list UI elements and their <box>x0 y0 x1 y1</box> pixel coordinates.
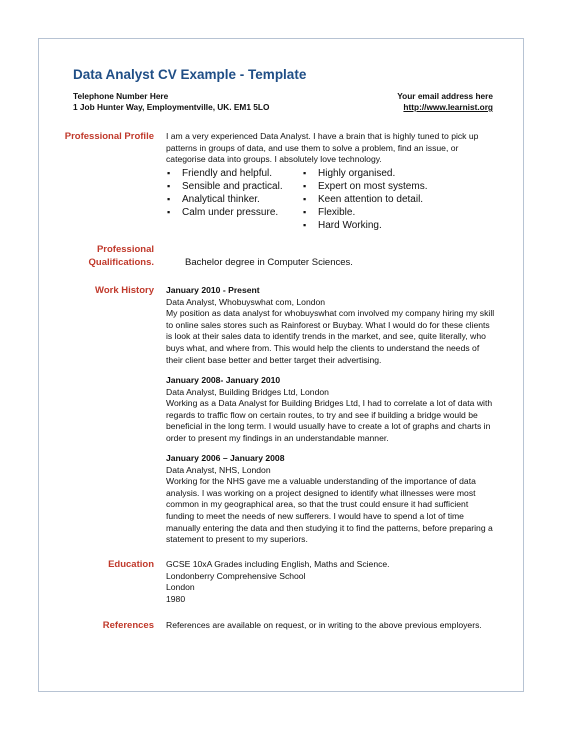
qualification-text: Bachelor degree in Computer Sciences. <box>185 257 353 268</box>
contact-right <box>397 91 493 113</box>
job-dates: January 2008- January 2010 <box>166 375 281 385</box>
bullets-right <box>303 167 427 232</box>
bullet-icon: ▪ <box>303 194 307 204</box>
bullet-item: ▪ Highly organised. <box>303 168 396 179</box>
bullet-item: ▪ Expert on most systems. <box>303 181 428 192</box>
bullet-icon: ▪ <box>167 181 171 191</box>
bullet-icon: ▪ <box>303 207 307 217</box>
section-label-references: References <box>102 620 154 631</box>
bullet-icon: ▪ <box>303 181 307 191</box>
bullet-item: ▪ Calm under pressure. <box>167 207 279 218</box>
bullet-icon: ▪ <box>303 220 307 230</box>
email: Your email address here <box>397 91 493 101</box>
bullet-icon: ▪ <box>167 194 171 204</box>
bullet-item: ▪ Friendly and helpful. <box>167 168 273 179</box>
job-entry <box>166 453 496 546</box>
section-label-work: Work History <box>95 285 154 296</box>
phone: Telephone Number Here <box>73 91 169 101</box>
contact-left <box>73 91 269 113</box>
bullet-icon: ▪ <box>303 168 307 178</box>
bullet-item: ▪ Hard Working. <box>303 220 382 231</box>
section-label-qualifications: Professional Qualifications. <box>88 244 154 268</box>
section-label-profile: Professional Profile <box>64 131 154 142</box>
address: 1 Job Hunter Way, Employmentville, UK. EM1 5LO <box>73 102 270 112</box>
education-line: 1980 <box>166 593 186 604</box>
cv-title: Data Analyst CV Example - Template <box>73 67 307 82</box>
job-description: My position as data analyst for whobuyswhat com involved my company hiring my skill to online sales stores such as Rainforest or Buybay. What I would do for these clients is look at their sales data to identify trends in the market, and see, quite literally, who buys what, and where from. This would help the clients to understand the needs of their client base better and better target their advertising. <box>166 308 495 365</box>
job-role: Data Analyst, NHS, London <box>166 464 271 475</box>
education-line: GCSE 10xA Grades including English, Maths and Science. <box>166 559 390 569</box>
job-description: Working as a Data Analyst for Building Bridges Ltd, I had to correlate a lot of data with regards to traffic flow on certain routes, to try and see if building a bridge would be beneficial in the long term. I would usually have to create a lot of graphs and charts in order to present my findings in an understandable manner. <box>166 398 493 443</box>
bullets-left <box>167 167 283 219</box>
job-entry <box>166 375 496 445</box>
bullet-icon: ▪ <box>167 207 171 217</box>
bullet-item: ▪ Sensible and practical. <box>167 181 283 192</box>
job-role: Data Analyst, Building Bridges Ltd, London <box>166 386 329 397</box>
education-block <box>166 559 496 605</box>
bullet-item: ▪ Keen attention to detail. <box>303 194 424 205</box>
profile-bullets <box>167 167 497 237</box>
bullet-icon: ▪ <box>167 168 171 178</box>
job-description: Working for the NHS gave me a valuable understanding of the importance of data analysis. I was working on a project designed to identify what illnesses were most common in my geographical area, so that the trust could ensure it had sufficient funding to meet the needs of new sufferers. I would have to spend a lot of time manually entering the data and then studying it to find the patterns, before preparing a statement to present to my superiors. <box>166 476 493 545</box>
profile-text: I am a very experienced Data Analyst. I have a brain that is highly tuned to pick up patterns in groups of data, and use them to solve a problem, find an issue, or categorise data into groups. I absolutely love technology. <box>166 131 479 165</box>
education-line: Londonberry Comprehensive School <box>166 570 306 581</box>
job-dates: January 2006 – January 2008 <box>166 453 285 463</box>
job-entry <box>166 285 496 366</box>
bullet-item: ▪ Analytical thinker. <box>167 194 260 205</box>
education-line: London <box>166 582 195 593</box>
section-label-education: Education <box>108 559 154 570</box>
job-dates: January 2010 - Present <box>166 285 260 295</box>
cv-page <box>38 38 524 692</box>
website-link[interactable]: http://www.learnist.org <box>403 102 493 112</box>
job-role: Data Analyst, Whobuyswhat com, London <box>166 296 326 307</box>
bullet-item: ▪ Flexible. <box>303 207 356 218</box>
references-text: References are available on request, or in writing to the above previous employers. <box>166 620 482 630</box>
